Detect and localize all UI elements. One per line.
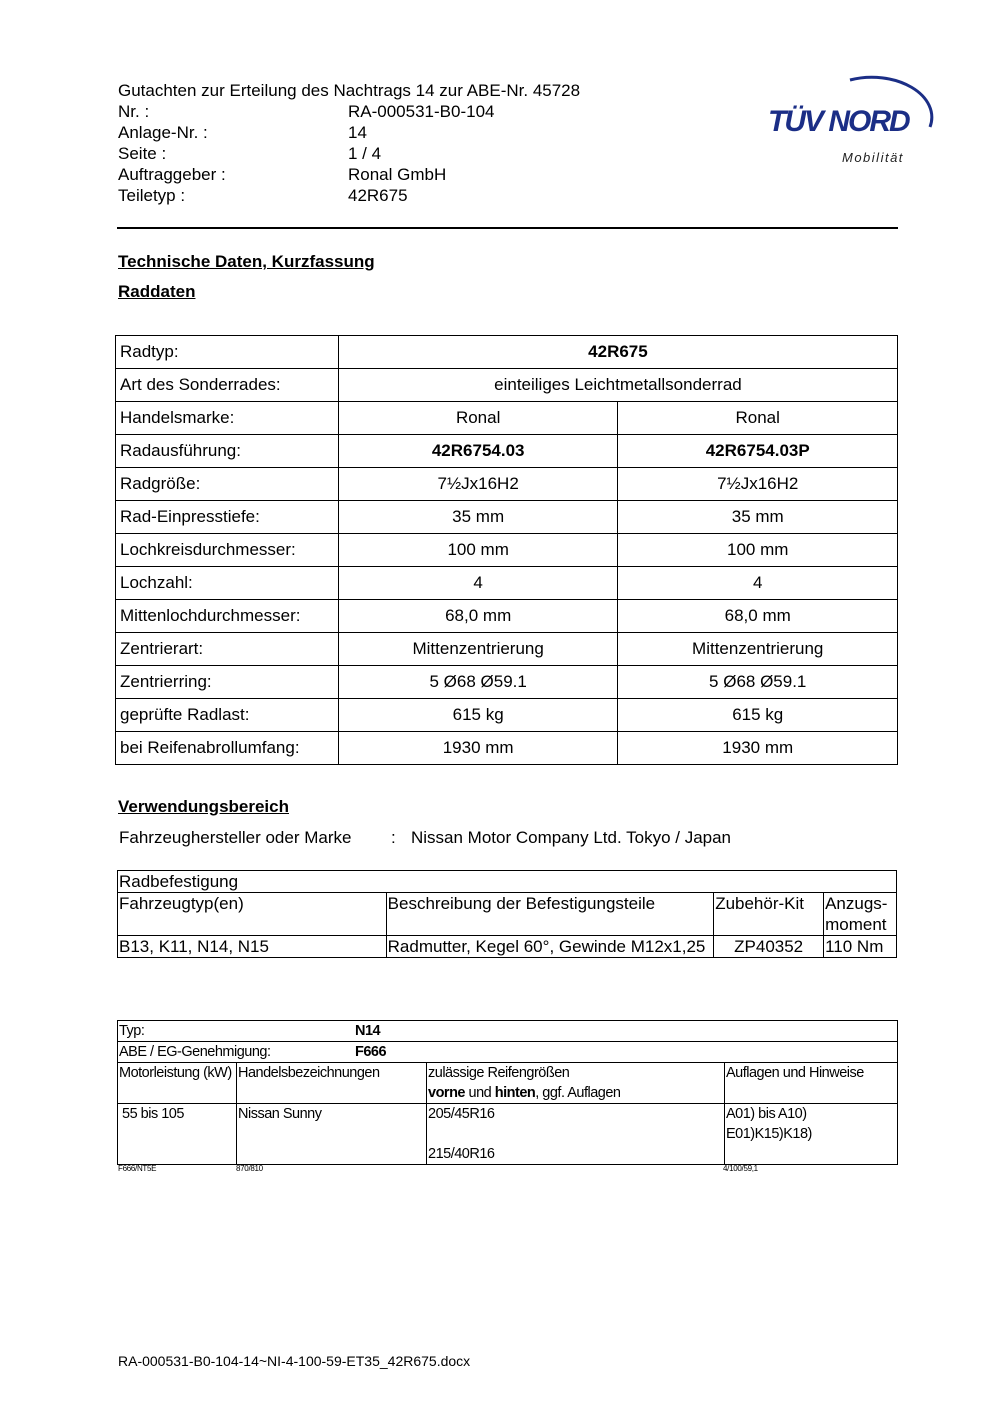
field-label: Anlage-Nr. : [118,123,208,142]
row-label: Radausführung: [116,435,339,468]
table-row [116,369,898,402]
table-header-row [118,1063,898,1104]
table-row [118,936,897,958]
radtyp-value: 42R675 [338,336,897,369]
table-row [116,336,898,369]
hersteller-line [119,828,731,848]
table-row [118,871,897,893]
footer-filename: RA-000531-B0-104-14~NI-4-100-59-ET35_42R675.docx [118,1353,471,1369]
section-heading-raddaten: Raddaten [118,282,196,301]
field-label: Nr. : [118,102,150,121]
header-field-auftraggeber [118,164,494,185]
cell-value-1: Ronal [338,402,618,435]
raddaten-table [115,335,898,765]
cell-value-2: 5 Ø68 Ø59.1 [618,666,898,699]
header-fields [118,101,494,206]
auflagen-1: A01) bis A10) [726,1106,807,1122]
table-row [116,435,898,468]
cell-value-1: 42R6754.03 [338,435,618,468]
abe-value: F666 [355,1044,387,1060]
table-cell-auflagen [725,1104,898,1165]
column-header: Motorleistung (kW) [118,1063,237,1104]
reifen-1: 205/45R16 [428,1106,495,1122]
reifen-und: und [465,1085,495,1101]
field-value: 14 [348,123,367,142]
column-header: Fahrzeugtyp(en) [118,893,387,936]
cell-value-1: 615 kg [338,699,618,732]
field-value: 42R675 [348,186,408,205]
small-note-3: 4/100/59,1 [723,1164,758,1173]
auflagen-2: E01)K15)K18) [726,1126,812,1142]
reifen-header-line1: zulässige Reifengrößen [428,1065,570,1081]
cell-value-1: 5 Ø68 Ø59.1 [338,666,618,699]
table-cell: 55 bis 105 [118,1104,237,1165]
hersteller-colon: : [391,828,396,847]
field-label: Auftraggeber : [118,165,226,184]
table-cell: B13, K11, N14, N15 [118,936,387,958]
row-label: Zentrierring: [116,666,339,699]
row-label: Mittenlochdurchmesser: [116,600,339,633]
cell-value-2: 100 mm [618,534,898,567]
cell-value-1: Mittenzentrierung [338,633,618,666]
table-row [116,732,898,765]
section-heading-tech: Technische Daten, Kurzfassung [118,252,375,271]
table-row [118,1042,898,1063]
reifen-vorne: vorne [428,1085,465,1101]
row-label: Art des Sonderrades: [116,369,339,402]
row-label: Handelsmarke: [116,402,339,435]
table-row [116,468,898,501]
reifen-hinten: hinten [494,1085,536,1101]
header-divider [117,227,898,229]
table-cell: 110 Nm [824,936,897,958]
reifen-rest: , ggf. Auflagen [535,1085,621,1101]
cell-value-2: 7½Jx16H2 [618,468,898,501]
table-row [118,1104,898,1165]
typ-table [117,1020,898,1165]
cell-value-1: 68,0 mm [338,600,618,633]
table-row [116,633,898,666]
row-label: Radgröße: [116,468,339,501]
column-header: Beschreibung der Befestigungsteile [386,893,714,936]
column-header-reifen [427,1063,725,1104]
logo-wordmark: TÜV NORD [768,105,909,138]
header-field-seite [118,143,494,164]
cell-value-2: 1930 mm [618,732,898,765]
column-header: Handelsbezeichnungen [237,1063,427,1104]
row-label: Radtyp: [116,336,339,369]
tuv-nord-logo [760,55,940,170]
column-header: Anzugs-moment [824,893,897,936]
row-label: Lochzahl: [116,567,339,600]
section-heading-verwendung: Verwendungsbereich [118,797,289,816]
field-label: Teiletyp : [118,186,186,205]
table-row [116,402,898,435]
typ-row [118,1021,898,1042]
row-label: bei Reifenabrollumfang: [116,732,339,765]
table-cell: Radmutter, Kegel 60°, Gewinde M12x1,25 [386,936,714,958]
hersteller-label: Fahrzeughersteller oder Marke [119,828,352,847]
cell-value-1: 7½Jx16H2 [338,468,618,501]
radbefestigung-table [117,870,897,958]
table-row [116,501,898,534]
table-title: Radbefestigung [118,871,897,893]
abe-label: ABE / EG-Genehmigung: [119,1044,271,1060]
cell-value-1: 100 mm [338,534,618,567]
header-field-anlage [118,122,494,143]
column-header: Auflagen und Hinweise [725,1063,898,1104]
table-row [116,666,898,699]
table-row [118,1021,898,1042]
cell-value-2: Mittenzentrierung [618,633,898,666]
cell-value-1: 1930 mm [338,732,618,765]
reifen-2: 215/40R16 [428,1146,495,1162]
table-row [116,567,898,600]
hersteller-value: Nissan Motor Company Ltd. Tokyo / Japan [411,828,732,847]
row-label: geprüfte Radlast: [116,699,339,732]
typ-value: N14 [355,1023,381,1039]
header-field-teiletyp [118,185,494,206]
table-header-row [118,893,897,936]
cell-value-2: 42R6754.03P [618,435,898,468]
cell-value-2: 4 [618,567,898,600]
cell-value-1: 4 [338,567,618,600]
table-row [116,534,898,567]
cell-value-1: 35 mm [338,501,618,534]
art-value: einteiliges Leichtmetallsonderrad [338,369,897,402]
column-header: Zubehör-Kit [714,893,824,936]
row-label: Rad-Einpresstiefe: [116,501,339,534]
logo-subtitle: Mobilität [842,150,904,165]
table-row [116,699,898,732]
table-cell: Nissan Sunny [237,1104,427,1165]
cell-value-2: 35 mm [618,501,898,534]
table-row [116,600,898,633]
header-field-nr [118,101,494,122]
row-label: Zentrierart: [116,633,339,666]
field-label: Seite : [118,144,167,163]
table-cell: ZP40352 [714,936,824,958]
cell-value-2: 68,0 mm [618,600,898,633]
field-value: 1 / 4 [348,144,382,163]
abe-row [118,1042,898,1063]
typ-label: Typ: [119,1023,145,1039]
cell-value-2: 615 kg [618,699,898,732]
small-note-2: 870/810 [236,1164,263,1173]
cell-value-2: Ronal [618,402,898,435]
field-value: RA-000531-B0-104 [348,102,495,121]
table-cell-reifen [427,1104,725,1165]
field-value: Ronal GmbH [348,165,447,184]
small-note-1: F666/NT5E [118,1164,157,1173]
document-title: Gutachten zur Erteilung des Nachtrags 14 zur ABE-Nr. 45728 [118,81,581,100]
row-label: Lochkreisdurchmesser: [116,534,339,567]
